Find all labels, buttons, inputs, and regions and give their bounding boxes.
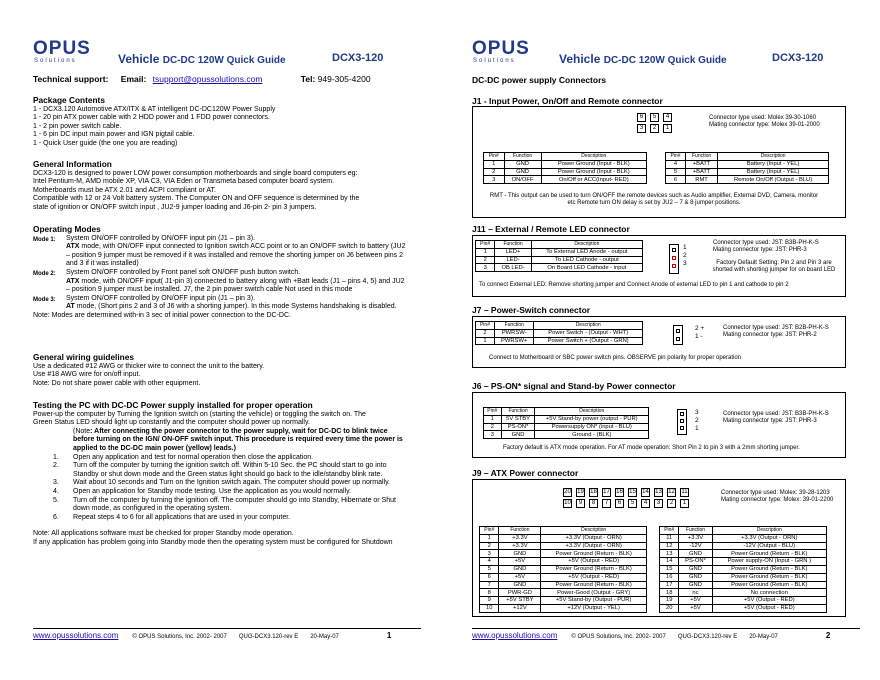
package-contents-section: [33, 96, 408, 149]
table-row: [660, 542, 827, 550]
connector-pin: 18: [590, 489, 597, 495]
mating-type: Mating connector type: JST: PHR-3: [713, 247, 807, 253]
pin-label: 1: [695, 425, 699, 432]
j1-pin-table-left: [483, 152, 647, 184]
table-cell: +5V Stand-by power (output - PUR): [535, 415, 649, 423]
table-cell: nc: [679, 589, 712, 597]
table-header-row: [480, 527, 647, 535]
table-cell: PS-ON*: [679, 558, 712, 566]
table-cell: 3: [476, 264, 495, 272]
table-cell: GND: [679, 565, 712, 573]
table-row: [480, 597, 647, 605]
connector-pin: 14: [642, 489, 649, 495]
table-row: [476, 256, 643, 264]
j1-connector: [637, 113, 674, 133]
table-cell: 11: [660, 534, 679, 542]
table-cell: 20: [660, 604, 679, 612]
j1-heading: J1 - Input Power, On/Off and Remote connector: [472, 96, 663, 106]
connector-pin: 20: [564, 489, 571, 495]
table-cell: +3.3V: [499, 534, 541, 542]
j7-heading: J7 – Power-Switch connector: [472, 305, 591, 315]
table-cell: Pin#: [476, 241, 495, 249]
pin-label: 2: [683, 252, 687, 259]
j9-pin-table-left: [479, 526, 647, 613]
table-cell: Power supply-ON (Input - GRN ): [712, 558, 826, 566]
table-cell: 12: [660, 542, 679, 550]
j7-connector: [673, 325, 683, 345]
table-cell: 4: [666, 160, 686, 168]
j7-pin-table: [475, 321, 643, 345]
list-item: 1. Open any application and test for normal operation then close the application.: [53, 453, 314, 461]
table-header-row: [476, 241, 643, 249]
connector-pin: 10: [564, 500, 571, 506]
table-cell: GND: [504, 168, 541, 176]
connector-type: Connector type used: JST: B3B-PH-K-S: [713, 240, 819, 246]
mating-type: Mating connector type: Molex 39-01-2000: [709, 122, 820, 128]
list-item: 1 - 6 pin DC input main power and IGN pigtail cable.: [33, 131, 195, 139]
connector-pin: 3: [654, 499, 663, 508]
website-link[interactable]: www.opussolutions.com: [472, 631, 558, 640]
section-heading: General Information: [33, 159, 112, 169]
support-email-link[interactable]: tsupport@opussolutions.com: [152, 74, 263, 84]
table-cell: 1: [484, 160, 505, 168]
pin-label: 2 +: [695, 325, 705, 332]
connector-pin: 5: [628, 499, 637, 508]
table-cell: +12V (Output - YEL): [541, 604, 647, 612]
footer: www.opussolutions.com © OPUS Solutions, Inc. 2002- 2007 QUG-DCX3.120-rev E 20-May-07 2: [472, 631, 831, 640]
table-cell: OB LED-: [495, 264, 531, 272]
page-number: 1: [386, 631, 392, 640]
table-row: [480, 604, 647, 612]
j11-pin-table: [475, 240, 643, 272]
table-cell: Function: [679, 527, 712, 535]
list-item: 5. Turn off the computer by turning the ignition off. The computer should go into Standby, Hibernate or Shut down mode, as configured in the operating system.: [53, 496, 396, 513]
table-row: [476, 248, 643, 256]
table-cell: PS-ON*: [501, 423, 535, 431]
connector-pin: 5: [650, 113, 659, 122]
table-cell: 5V STBY: [501, 415, 535, 423]
list-item: 2. Turn off the computer by turning the ignition switch off. Within 5-10 Sec. the PC should start to go into Standby or shut down mode and the Green status light should go back to the idle/standby blink rate.: [53, 462, 387, 478]
connector-pin: 15: [629, 489, 636, 495]
pin-label: 2: [695, 417, 699, 424]
table-cell: 2: [484, 168, 505, 176]
table-cell: To LED Cathode - output: [531, 256, 642, 264]
table-cell: Pin#: [480, 527, 499, 535]
table-row: [484, 423, 649, 431]
connector-pin: 11: [681, 489, 688, 495]
table-cell: +3.3V: [679, 534, 712, 542]
table-cell: PWRSW-: [494, 329, 533, 337]
table-cell: +3.3V (Output - ORN): [541, 542, 647, 550]
table-cell: 18: [660, 589, 679, 597]
j9-pin-table-right: [659, 526, 827, 613]
table-cell: +5V Stand-by (Output - PUR): [541, 597, 647, 605]
table-cell: 19: [660, 597, 679, 605]
table-cell: +5V (Output - RED): [541, 573, 647, 581]
table-cell: +5V (Output - RED): [712, 597, 826, 605]
connector-type: Connector type used: Molex 39-30-1060: [709, 115, 817, 121]
j1-pin-table-right: [665, 152, 829, 184]
table-cell: 9: [480, 597, 499, 605]
connector-pin: 1: [663, 124, 672, 133]
table-cell: Description: [712, 527, 826, 535]
table-cell: 14: [660, 558, 679, 566]
table-cell: PWRSW+: [494, 337, 533, 345]
table-cell: Ground - (BLK): [535, 431, 649, 439]
table-cell: Power Ground (Input - BLK): [541, 160, 646, 168]
table-cell: 3: [484, 176, 505, 184]
section-heading: Package Contents: [33, 95, 105, 105]
table-cell: 17: [660, 581, 679, 589]
table-cell: 1: [484, 415, 502, 423]
table-cell: 13: [660, 550, 679, 558]
connector-type: Connector type used: Molex: 39-28-1203: [721, 490, 830, 496]
table-cell: Power Ground (Return - BLK): [541, 550, 647, 558]
table-cell: 16: [660, 573, 679, 581]
footer-divider: [33, 628, 421, 629]
opus-logo: OPUS Solutions: [472, 38, 530, 64]
connector-pin: 4: [641, 499, 650, 508]
table-row: [476, 329, 643, 337]
table-cell: RMT: [685, 176, 717, 184]
section-heading: Operating Modes: [33, 224, 101, 234]
connector-pin: 9: [576, 499, 585, 508]
table-cell: On/Off or ACC(Input- RED): [541, 176, 646, 184]
j1-diagram: [472, 106, 846, 218]
connector-pin: 2: [667, 499, 676, 508]
list-item: 3. Wait about 10 seconds and Turn on the Ignition switch again. The computer should power up normally.: [53, 479, 390, 487]
pin-label: 3: [683, 260, 687, 267]
table-cell: 5: [666, 168, 686, 176]
table-cell: Function: [501, 408, 535, 416]
j9-diagram: [472, 479, 846, 617]
table-row: [660, 604, 827, 612]
modes-note: Note: Modes are determined with-in 3 sec of initial power connection to the DC-DC.: [33, 311, 291, 319]
factory-note: Factory Default Setting: Pin 2 and Pin 3 are shorted with shorting jumper for on board LED: [712, 260, 836, 273]
list-item: 1 - DCX3.120 Automotive ATX/ITX & AT intelligent DC-DC120W Power Supply: [33, 105, 276, 113]
table-cell: Powersupply ON* (input - BLU): [535, 423, 649, 431]
table-row: [480, 565, 647, 573]
table-cell: 15: [660, 565, 679, 573]
table-row: [480, 573, 647, 581]
table-row: [666, 168, 829, 176]
table-row: [484, 168, 647, 176]
table-row: [480, 550, 647, 558]
table-cell: GND: [679, 581, 712, 589]
mode-2: Mode 2: System ON/OFF controlled by Front panel soft ON/OFF push button switch. ATX mode, with ON/OFF input( J1-pin 3) connected to battery along with +Batt leads (J1 – pins 4, 5) and JU2 – position 9 jumper must be installed. J7, the 2 pin power switch cable Not used in this mode: [33, 268, 405, 294]
table-cell: 2: [476, 256, 495, 264]
mode-3: Mode 3: System ON/OFF controlled by ON/OFF input pin (J1 – pin 3). AT mode, (Short pins 2 and 3 of J6 with a shorting jumper). In this mode Systems handshaking is disabled.: [33, 294, 397, 311]
table-cell: 3: [480, 550, 499, 558]
table-cell: Power Ground (Return - BLK): [541, 565, 647, 573]
table-cell: GND: [501, 431, 535, 439]
table-row: [484, 176, 647, 184]
table-cell: 7: [480, 581, 499, 589]
connectors-heading: DC-DC power supply Connectors: [472, 75, 607, 85]
table-cell: To External LED Anode - output: [531, 248, 642, 256]
list-item: 1 - 2 pin power switch cable.: [33, 122, 122, 130]
table-cell: 10: [480, 604, 499, 612]
table-cell: Remote On/Off (Output - BLU): [718, 176, 829, 184]
table-cell: +12V: [499, 604, 541, 612]
table-cell: 2: [476, 329, 495, 337]
table-cell: +5V STBY: [499, 597, 541, 605]
website-link[interactable]: www.opussolutions.com: [33, 631, 119, 640]
connector-pin: 12: [668, 489, 675, 495]
table-cell: -12V (Output - BLU): [712, 542, 826, 550]
table-row: [480, 542, 647, 550]
connector-pin: 7: [602, 499, 611, 508]
connector-pin: 6: [615, 499, 624, 508]
table-cell: Pin#: [666, 153, 686, 161]
table-cell: +3.3V (Output - ORN): [712, 534, 826, 542]
table-cell: Pin#: [484, 408, 502, 416]
table-cell: GND: [499, 581, 541, 589]
list-item: 6. Repeat steps 4 to 6 for all applications that are used in your computer.: [53, 513, 291, 521]
table-cell: GND: [499, 550, 541, 558]
table-row: [666, 176, 829, 184]
table-row: [660, 534, 827, 542]
table-cell: On Board LED Cathode - input: [531, 264, 642, 272]
j6-heading: J6 – PS-ON* signal and Stand-by Power connector: [472, 381, 676, 391]
list-item: 4. Open an application for Standby mode testing. Use the application as you would normally.: [53, 487, 352, 495]
table-cell: 4: [480, 558, 499, 566]
list-item: 1 - Quick User guide (the one you are reading): [33, 139, 178, 147]
table-cell: Pin#: [660, 527, 679, 535]
table-cell: Function: [504, 153, 541, 161]
table-cell: Power Switch + (Output - GRN): [534, 337, 643, 345]
connector-pin: 6: [637, 113, 646, 122]
connector-type: Connector type used: JST: B3B-PH-K-S: [723, 411, 829, 417]
table-row: [480, 589, 647, 597]
table-cell: Power Ground (Return - BLK): [712, 550, 826, 558]
page-2: [440, 0, 880, 680]
table-header-row: [484, 408, 649, 416]
table-cell: Function: [494, 322, 533, 330]
footer: www.opussolutions.com © OPUS Solutions, Inc. 2002- 2007 QUG-DCX3.120-rev E 20-May-07 1: [33, 631, 392, 640]
footer-divider: [472, 628, 860, 629]
mating-type: Mating connector type: JST: PHR-2: [723, 332, 817, 338]
connector-pin: 3: [637, 124, 646, 133]
pin-label: 1 -: [695, 333, 703, 340]
table-cell: Description: [541, 153, 646, 161]
table-cell: Description: [541, 527, 647, 535]
table-row: [660, 565, 827, 573]
table-cell: Power Ground (Return - BLK): [712, 581, 826, 589]
mating-type: Mating connector type: JST: PHR-3: [723, 418, 817, 424]
table-cell: Power Ground (Return - BLK): [541, 581, 647, 589]
connector-pin: 16: [616, 489, 623, 495]
connector-pin: 1: [680, 499, 689, 508]
table-header-row: [660, 527, 827, 535]
table-cell: Power Ground (Input - BLK): [541, 168, 646, 176]
table-row: [660, 550, 827, 558]
table-cell: +5V: [679, 604, 712, 612]
table-row: [484, 160, 647, 168]
table-row: [660, 573, 827, 581]
section-heading: General wiring guidelines: [33, 352, 134, 362]
mating-type: Mating connector type: Molex: 39-01-2200: [721, 497, 834, 503]
opus-logo: OPUS Solutions: [33, 38, 91, 64]
table-cell: 3: [484, 431, 502, 439]
connector-pin: 8: [589, 499, 598, 508]
page-number: 2: [825, 631, 831, 640]
table-cell: +5V: [499, 558, 541, 566]
table-cell: 6: [666, 176, 686, 184]
mode-1: Mode 1: System ON/OFF controlled by ON/OFF input pin (J1 – pin 3). ATX mode, with ON/OFF input connected to Ignition switch ACC point or to an ON/OFF switch to battery (JU2 – position 9 jumper must be removed if it was installed and remove the shorting jumper on J6 between pins 2 and 3 if it was installed): [33, 234, 406, 268]
j11-heading: J11 – External / Remote LED connector: [472, 224, 630, 234]
table-cell: Description: [534, 322, 643, 330]
pin-label: 3: [695, 409, 699, 416]
pin-label: 1: [683, 244, 687, 251]
table-cell: Description: [535, 408, 649, 416]
table-cell: +BATT: [685, 160, 717, 168]
connector-type: Connector type used: JST: B2B-PH-K-S: [723, 325, 829, 331]
table-cell: 5: [480, 565, 499, 573]
j6-connector: [677, 409, 687, 435]
j9-heading: J9 – ATX Power connector: [472, 468, 579, 478]
list-item: 1 - 20 pin ATX power cable with 2 HDD power and 1 FDD power connectors.: [33, 114, 270, 122]
table-row: [660, 558, 827, 566]
table-row: [480, 581, 647, 589]
table-cell: 8: [480, 589, 499, 597]
table-cell: LED+: [495, 248, 531, 256]
table-cell: GND: [499, 565, 541, 573]
table-row: [666, 160, 829, 168]
table-cell: +5V: [679, 597, 712, 605]
table-cell: Pin#: [476, 322, 495, 330]
wiring-section: General wiring guidelines Use a dedicated #12 AWG or thicker wire to connect the unit to the battery. Use #18 AWG wire for on/off input. Note: Do not share power cable with other equipment.: [33, 353, 408, 388]
table-cell: 1: [480, 534, 499, 542]
model-number: DCX3-120: [332, 52, 384, 64]
table-cell: Description: [531, 241, 642, 249]
table-cell: +5V (Output - RED): [541, 558, 647, 566]
j7-diagram: [472, 316, 846, 368]
model-number: DCX3-120: [772, 52, 824, 64]
table-row: [660, 581, 827, 589]
table-cell: Pin#: [484, 153, 505, 161]
table-row: [484, 431, 649, 439]
table-header-row: [476, 322, 643, 330]
j11-note: To connect External LED: Remove shorting jumper and Connect Anode of external LED to pin 1 and cathode to pin 2: [479, 282, 789, 288]
section-heading: Testing the PC with DC-DC Power supply installed for proper operation: [33, 400, 313, 410]
table-cell: +BATT: [685, 168, 717, 176]
table-cell: 1: [476, 337, 495, 345]
j6-pin-table: [483, 407, 649, 439]
table-cell: Battery (Input - YEL): [718, 160, 829, 168]
j11-diagram: [472, 235, 846, 297]
table-header-row: [484, 153, 647, 161]
table-row: [480, 534, 647, 542]
table-cell: 6: [480, 573, 499, 581]
table-row: [660, 597, 827, 605]
table-cell: 2: [480, 542, 499, 550]
table-cell: Power Ground (Return - BLK): [712, 573, 826, 581]
technical-support: Technical support: Email: tsupport@opussolutions.com Tel: 949-305-4200: [33, 74, 371, 84]
table-cell: 1: [476, 248, 495, 256]
table-cell: +3.3V: [499, 542, 541, 550]
connector-pin: 4: [663, 113, 672, 122]
j11-connector: [669, 244, 679, 274]
table-cell: +5V (Output - RED): [712, 604, 826, 612]
table-cell: Function: [499, 527, 541, 535]
j6-note: Factory default is ATX mode operation. For AT mode operation: Short Pin 2 to pin 3 with a 2mm shorting jumper.: [503, 445, 800, 451]
page-title: Vehicle DC-DC 120W Quick Guide: [559, 52, 727, 66]
table-cell: ON/OFF: [504, 176, 541, 184]
j7-note: Connect to Motherboard or SBC power switch pins. OBSERVE pin polarity for proper operation: [489, 355, 742, 361]
j1-note: RMT - This output can be used to turn ON/OFF the remote devices such as Audio amplifier, External DVD, Camera, monitor etc Remote turn ON delay is set by JU2 – 7 & 8 jumper positions.: [489, 193, 819, 206]
table-cell: +5V: [499, 573, 541, 581]
table-cell: -12V: [679, 542, 712, 550]
page-title: Vehicle DC-DC 120W Quick Guide: [118, 52, 286, 66]
table-cell: Power Ground (Return - BLK): [712, 565, 826, 573]
j6-diagram: [472, 392, 846, 458]
j9-connector: [563, 488, 691, 508]
table-cell: Description: [718, 153, 829, 161]
table-row: [484, 415, 649, 423]
table-row: [660, 589, 827, 597]
table-cell: 2: [484, 423, 502, 431]
connector-pin: 2: [650, 124, 659, 133]
table-cell: GND: [679, 550, 712, 558]
connector-pin: 13: [655, 489, 662, 495]
table-cell: Power Switch - (Output - WHT): [534, 329, 643, 337]
connector-pin: 19: [577, 489, 584, 495]
table-cell: No connection: [712, 589, 826, 597]
table-cell: PWR-GD: [499, 589, 541, 597]
table-cell: Function: [685, 153, 717, 161]
table-row: [476, 337, 643, 345]
table-cell: Function: [495, 241, 531, 249]
connector-pin: 17: [603, 489, 610, 495]
table-cell: Battery (Input - YEL): [718, 168, 829, 176]
table-header-row: [666, 153, 829, 161]
table-row: [476, 264, 643, 272]
operating-modes-section: [33, 225, 408, 321]
testing-note: (Note: After connecting the power connector to the power supply, wait for DC-DC to blink twice before turning on the IGN/ ON-OFF switch input. This procedure is required every time the power is applied to the DC-DC main power (yellow) leads.): [73, 427, 403, 452]
general-info-section: General Information DCX3-120 is designed to power LOW power consumption motherboards and single board computers eg: Intel Pentium-M, AMD mobile XP, VIA C3, VIA Eden or Transmeta based computer board system. Motherboards must be ATX 2.01 and ACPI compliant or AT. Compatible with 12 or 24 Volt battery system. The Computer ON and OFF sequence is determined by the state of ignition or ON/OFF switch input , JU2-9 jumper loading and J6-pin 2- pin 3 jumpers.: [33, 160, 408, 213]
table-cell: +3.3V (Output - ORN): [541, 534, 647, 542]
table-cell: LED-: [495, 256, 531, 264]
testing-section: Testing the PC with DC-DC Power supply installed for proper operation Power-up the computer by Turning the Ignition switch on (starting the vehicle) or toggling the switch on. The Green Status LED should light up constantly and the computer should power up normally. (Note: After connecting the power connector to the power supply, wait for DC-DC to blink twice before turning on the IGN/ ON-OFF switch input. This procedure is required every time the power is applied to the DC-DC main power (yellow) leads.) 1. Open any application and test for normal operation then close the application. 2. Turn off the computer by turning the ignition switch off. Within 5-10 Sec. the PC should start to go into Standby or shut down mode and the Green status light should go back to the idle/standby blink rate. 3. Wait about 10 seconds and Turn on the Ignition switch again. The computer should power up normally. 4. Open an application for Standby mode testing. Use the application as you would normally. 5. Turn off the computer by turning the ignition off. The computer should go into Standby, Hibernate or Shut down mode, as configured in the operating system. 6. Repeat steps 4 to 6 for all applications that are used in your computer. Note: All applications software must be checked for proper Standby mode operation. If any application has problem going into Standby mode then the operating system must be configured for Shutdown: [33, 401, 408, 548]
table-cell: GND: [504, 160, 541, 168]
table-row: [480, 558, 647, 566]
table-cell: Power-Good (Output - GRY): [541, 589, 647, 597]
table-cell: GND: [679, 573, 712, 581]
